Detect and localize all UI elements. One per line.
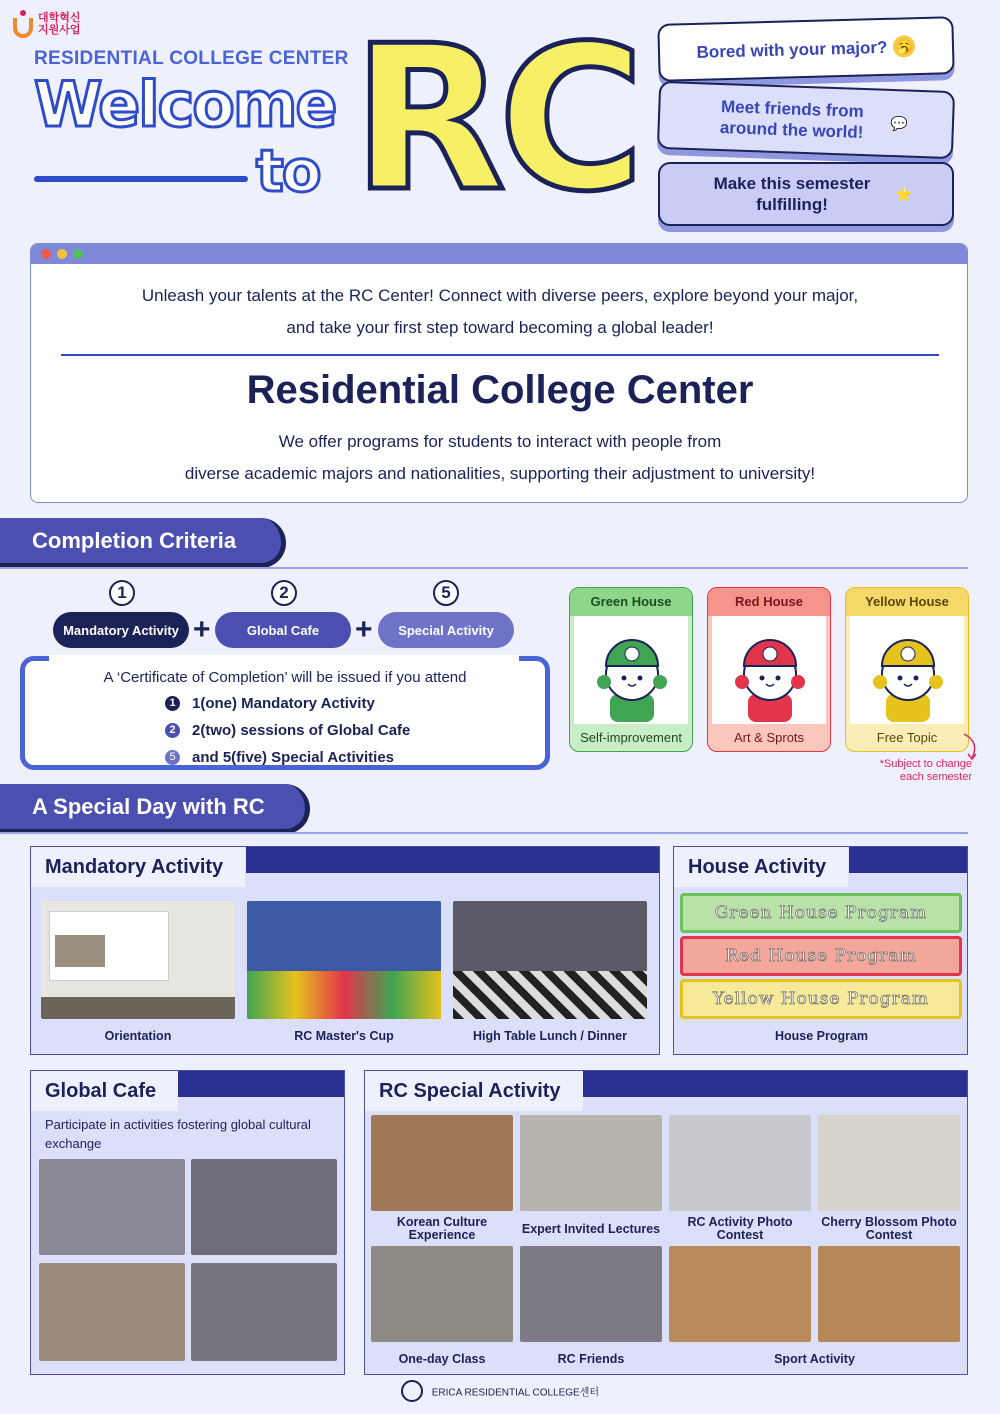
house-card-red bbox=[707, 587, 831, 752]
completion-heading: Completion Criteria bbox=[0, 518, 286, 568]
house-name: Yellow House bbox=[846, 588, 968, 616]
section-divider bbox=[0, 832, 968, 834]
to-text: to bbox=[256, 137, 320, 205]
card-title: Global Cafe bbox=[31, 1071, 178, 1111]
pill-global-cafe: Global Cafe bbox=[215, 612, 351, 648]
logo-mark-icon bbox=[12, 8, 34, 42]
bubble-semester bbox=[658, 162, 954, 226]
intro-text bbox=[31, 280, 968, 344]
card-title: Mandatory Activity bbox=[31, 847, 245, 887]
global-cafe-photo bbox=[39, 1159, 185, 1255]
photo-caption: Expert Invited Lectures bbox=[521, 1222, 661, 1236]
footer bbox=[0, 1380, 1000, 1402]
rc-friends-photo bbox=[520, 1246, 662, 1342]
special-day-heading: A Special Day with RC bbox=[0, 784, 310, 834]
orientation-photo bbox=[41, 901, 235, 1019]
global-cafe-card bbox=[30, 1070, 345, 1375]
intro-divider bbox=[61, 354, 939, 356]
center-description bbox=[31, 426, 968, 490]
intro-line-1: Unleash your talents at the RC Center! Connect with diverse peers, explore beyond your major, bbox=[141, 286, 859, 305]
desc-line-1: We offer programs for students to interact with people from bbox=[278, 432, 722, 451]
house-topic: Art & Sprots bbox=[733, 730, 805, 745]
cert-row bbox=[165, 749, 394, 766]
house-topic: Free Topic bbox=[876, 730, 938, 745]
global-cafe-photo bbox=[39, 1263, 185, 1361]
house-name: Red House bbox=[708, 588, 830, 616]
certificate-title: A ‘Certificate of Completion’ will be issued if you attend bbox=[103, 669, 467, 686]
intro-browser-window bbox=[30, 243, 968, 503]
photo-caption: Orientation bbox=[104, 1029, 172, 1043]
photo-caption: House Program bbox=[774, 1029, 869, 1043]
subject-to-change-note: *Subject to change each semester bbox=[879, 758, 972, 783]
house-name: Green House bbox=[570, 588, 692, 616]
cert-number: 5 bbox=[165, 750, 180, 765]
mascot-green-icon bbox=[574, 616, 688, 724]
bubble-text: Bored with your major? bbox=[696, 37, 888, 62]
one-day-class-photo bbox=[371, 1246, 513, 1342]
global-cafe-photo bbox=[191, 1263, 337, 1361]
center-title: Residential College Center bbox=[246, 368, 754, 412]
house-card-yellow bbox=[845, 587, 969, 752]
card-title: House Activity bbox=[674, 847, 848, 887]
speech-bubble-icon: 💬 bbox=[889, 114, 908, 132]
house-activity-card bbox=[673, 846, 968, 1055]
photo-caption: One-day Class bbox=[398, 1352, 486, 1366]
mandatory-activity-card bbox=[30, 846, 660, 1055]
cert-number: 2 bbox=[165, 723, 180, 738]
bubble-text: Meet friends from around the world! bbox=[719, 97, 864, 143]
cherry-blossom-photo bbox=[818, 1115, 960, 1211]
expert-lectures-photo bbox=[520, 1115, 662, 1211]
logo-line-2: 지원사업 bbox=[38, 24, 81, 36]
rc-title: RC bbox=[352, 3, 637, 236]
mascot-yellow-icon bbox=[850, 616, 964, 724]
bubble-bored bbox=[657, 16, 954, 82]
maximize-dot-icon bbox=[73, 249, 83, 259]
photo-caption: Korean Culture Experience bbox=[396, 1215, 488, 1242]
house-card-green bbox=[569, 587, 693, 752]
star-icon: ⭐ bbox=[895, 186, 913, 202]
bubble-text: Make this semester fulfilling! bbox=[713, 174, 871, 214]
photo-caption: Cherry Blossom Photo Contest bbox=[821, 1215, 957, 1242]
house-topic: Self-improvement bbox=[580, 730, 682, 745]
section-divider bbox=[0, 567, 968, 569]
rc-photo-contest-photo bbox=[669, 1115, 811, 1211]
plus-sign: + bbox=[355, 613, 373, 646]
card-title: RC Special Activity bbox=[365, 1071, 583, 1111]
rc-special-activity-card bbox=[364, 1070, 968, 1375]
cert-text: and 5(five) Special Activities bbox=[192, 749, 395, 766]
footer-text: ERICA RESIDENTIAL COLLEGE센터 bbox=[431, 1387, 600, 1399]
welcome-text: Welcome bbox=[34, 68, 336, 141]
desc-line-2: diverse academic majors and nationalities, supporting their adjustment to university! bbox=[184, 464, 816, 483]
pill-mandatory: Mandatory Activity bbox=[53, 612, 189, 648]
logo-line-1: 대학혁신 bbox=[38, 12, 81, 24]
minimize-dot-icon bbox=[57, 249, 67, 259]
number-badge: 2 bbox=[271, 580, 297, 606]
browser-titlebar bbox=[31, 244, 967, 264]
high-table-photo bbox=[453, 901, 647, 1019]
header-subtitle: RESIDENTIAL COLLEGE CENTER bbox=[34, 48, 349, 69]
cert-text: 2(two) sessions of Global Cafe bbox=[192, 722, 411, 739]
photo-caption: RC Activity Photo Contest bbox=[687, 1215, 793, 1242]
logo-text bbox=[38, 12, 81, 36]
plus-sign: + bbox=[193, 613, 211, 646]
photo-caption: RC Master's Cup bbox=[294, 1029, 394, 1043]
cert-row bbox=[165, 695, 375, 712]
to-underline bbox=[34, 176, 248, 182]
red-house-program-banner: Red House Program bbox=[680, 936, 962, 976]
sport-activity-photo bbox=[818, 1246, 960, 1342]
cert-text: 1(one) Mandatory Activity bbox=[192, 695, 375, 712]
bubble-meet-friends bbox=[657, 81, 955, 159]
yawn-emoji-icon: 🥱 bbox=[893, 35, 916, 58]
global-cafe-photo bbox=[191, 1159, 337, 1255]
photo-caption: Sport Activity bbox=[774, 1352, 855, 1366]
university-seal-icon bbox=[401, 1380, 423, 1402]
intro-line-2: and take your first step toward becoming a global leader! bbox=[286, 318, 714, 337]
sport-activity-photo bbox=[669, 1246, 811, 1342]
mascot-red-icon bbox=[712, 616, 826, 724]
yellow-house-program-banner: Yellow House Program bbox=[680, 979, 962, 1019]
number-badge: 1 bbox=[109, 580, 135, 606]
cert-number: 1 bbox=[165, 696, 180, 711]
number-badge: 5 bbox=[433, 580, 459, 606]
photo-caption: High Table Lunch / Dinner bbox=[473, 1029, 627, 1043]
global-cafe-description: Participate in activities fostering global cultural exchange bbox=[45, 1117, 311, 1151]
masters-cup-photo bbox=[247, 901, 441, 1019]
cert-row bbox=[165, 722, 410, 739]
certificate-box bbox=[20, 656, 550, 770]
pill-special: Special Activity bbox=[378, 612, 514, 648]
green-house-program-banner: Green House Program bbox=[680, 893, 962, 933]
photo-caption: RC Friends bbox=[557, 1352, 625, 1366]
close-dot-icon bbox=[41, 249, 51, 259]
korean-culture-photo bbox=[371, 1115, 513, 1211]
